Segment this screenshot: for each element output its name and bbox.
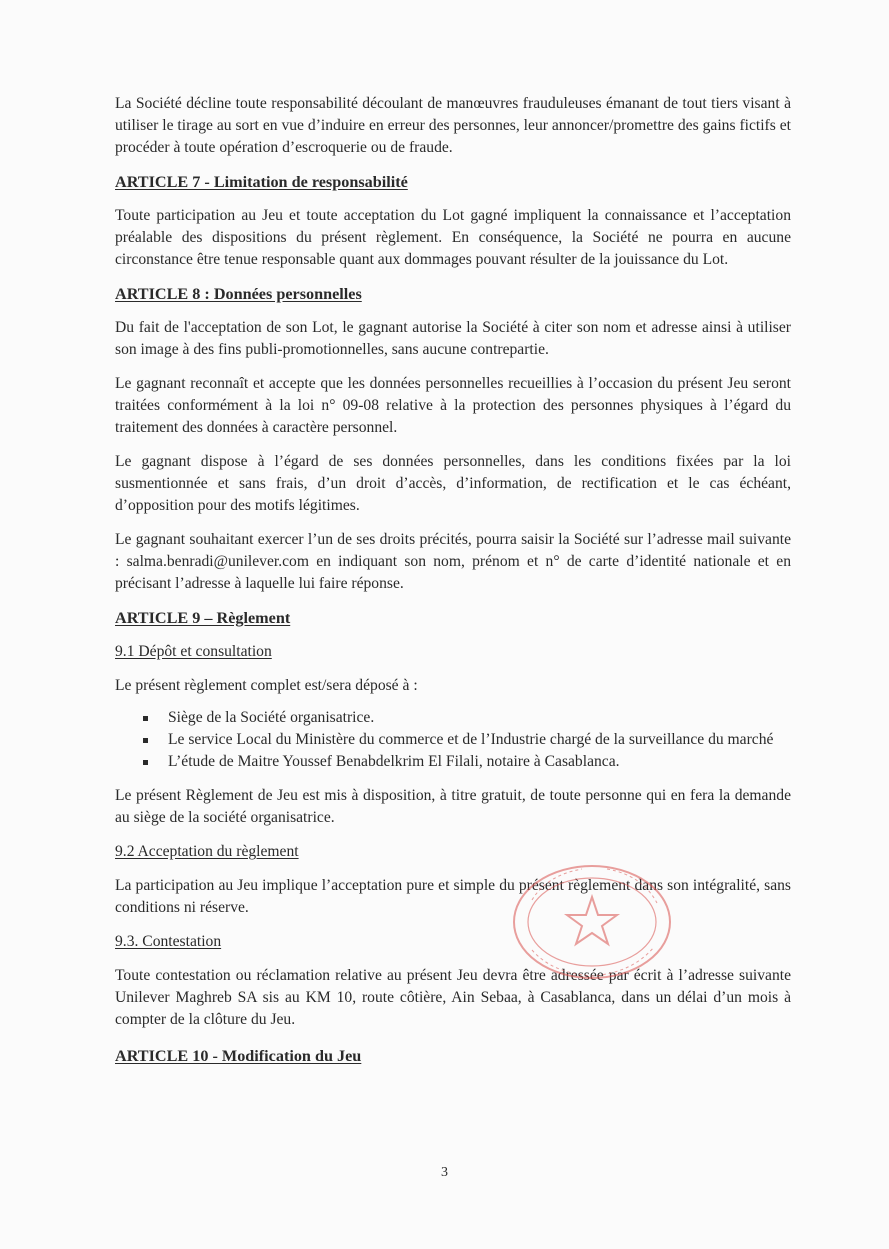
section-9-3-paragraph: Toute contestation ou réclamation relative au présent Jeu devra être adressée par écrit à l’adresse suivante Unilever Maghreb SA sis au KM 10, route côtière, Ain Sebaa, à Casablanca, dans un délai d’un mois à compter de la clôture du Jeu.	[115, 967, 791, 1028]
section-9-1-intro: Le présent règlement complet est/sera déposé à :	[115, 677, 418, 694]
deposit-locations-list	[115, 707, 791, 773]
article-8-paragraph-4: Le gagnant souhaitant exercer l’un de ses droits précités, pourra saisir la Société sur l’adresse mail suivante : salma.benradi@unilever.com en indiquant son nom, prénom et n° de carte d’identité nationale et en précisant l’adresse à laquelle lui faire réponse.	[115, 531, 791, 592]
document-body	[115, 93, 791, 1067]
section-9-3-heading: 9.3. Contestation	[115, 933, 222, 950]
article-7-paragraph: Toute participation au Jeu et toute acceptation du Lot gagné impliquent la connaissance et l’acceptation préalable des dispositions du présent règlement. En conséquence, la Société ne pourra en aucune circonstance être tenue responsable quant aux dommages pouvant résulter de la jouissance du Lot.	[115, 207, 791, 268]
list-item: Le service Local du Ministère du commerce et de l’Industrie chargé de la surveillance du marché	[115, 729, 791, 751]
company-stamp-icon	[502, 855, 682, 990]
article-10-heading: ARTICLE 10 - Modification du Jeu	[115, 1047, 362, 1065]
article-8-heading: ARTICLE 8 : Données personnelles	[115, 285, 362, 303]
article-9-heading: ARTICLE 9 – Règlement	[115, 609, 291, 627]
section-9-2-paragraph: La participation au Jeu implique l’acceptation pure et simple du présent règlement dans son intégralité, sans conditions ni réserve.	[115, 877, 791, 916]
page-number: 3	[441, 1165, 448, 1180]
section-9-1-heading: 9.1 Dépôt et consultation	[115, 643, 272, 660]
article-7-heading: ARTICLE 7 - Limitation de responsabilité	[115, 173, 408, 191]
article-8-paragraph-2: Le gagnant reconnaît et accepte que les données personnelles recueillies à l’occasion du présent Jeu seront traitées conformément à la loi n° 09-08 relative à la protection des personnes physiques à l’égard du traitement des données à caractère personnel.	[115, 375, 791, 436]
list-item: L’étude de Maitre Youssef Benabdelkrim El Filali, notaire à Casablanca.	[115, 751, 791, 773]
section-9-2-heading: 9.2 Acceptation du règlement	[115, 843, 299, 860]
article-8-paragraph-3: Le gagnant dispose à l’égard de ses données personnelles, dans les conditions fixées par la loi susmentionnée et sans frais, d’un droit d’accès, d’information, de rectification et le cas échéant, d’opposition pour des motifs légitimes.	[115, 453, 791, 514]
section-9-1-paragraph: Le présent Règlement de Jeu est mis à disposition, à titre gratuit, de toute personne qui en fera la demande au siège de la société organisatrice.	[115, 787, 791, 826]
list-item: Siège de la Société organisatrice.	[115, 707, 791, 729]
article-8-paragraph-1: Du fait de l'acceptation de son Lot, le gagnant autorise la Société à citer son nom et adresse ainsi à utiliser son image à des fins publi-promotionnelles, sans aucune contrepartie.	[115, 319, 791, 358]
intro-paragraph: La Société décline toute responsabilité découlant de manœuvres frauduleuses émanant de tout tiers visant à utiliser le tirage au sort en vue d’induire en erreur des personnes, leur annoncer/promettre des gains fictifs et procéder à toute opération d’escroquerie ou de fraude.	[115, 95, 791, 156]
